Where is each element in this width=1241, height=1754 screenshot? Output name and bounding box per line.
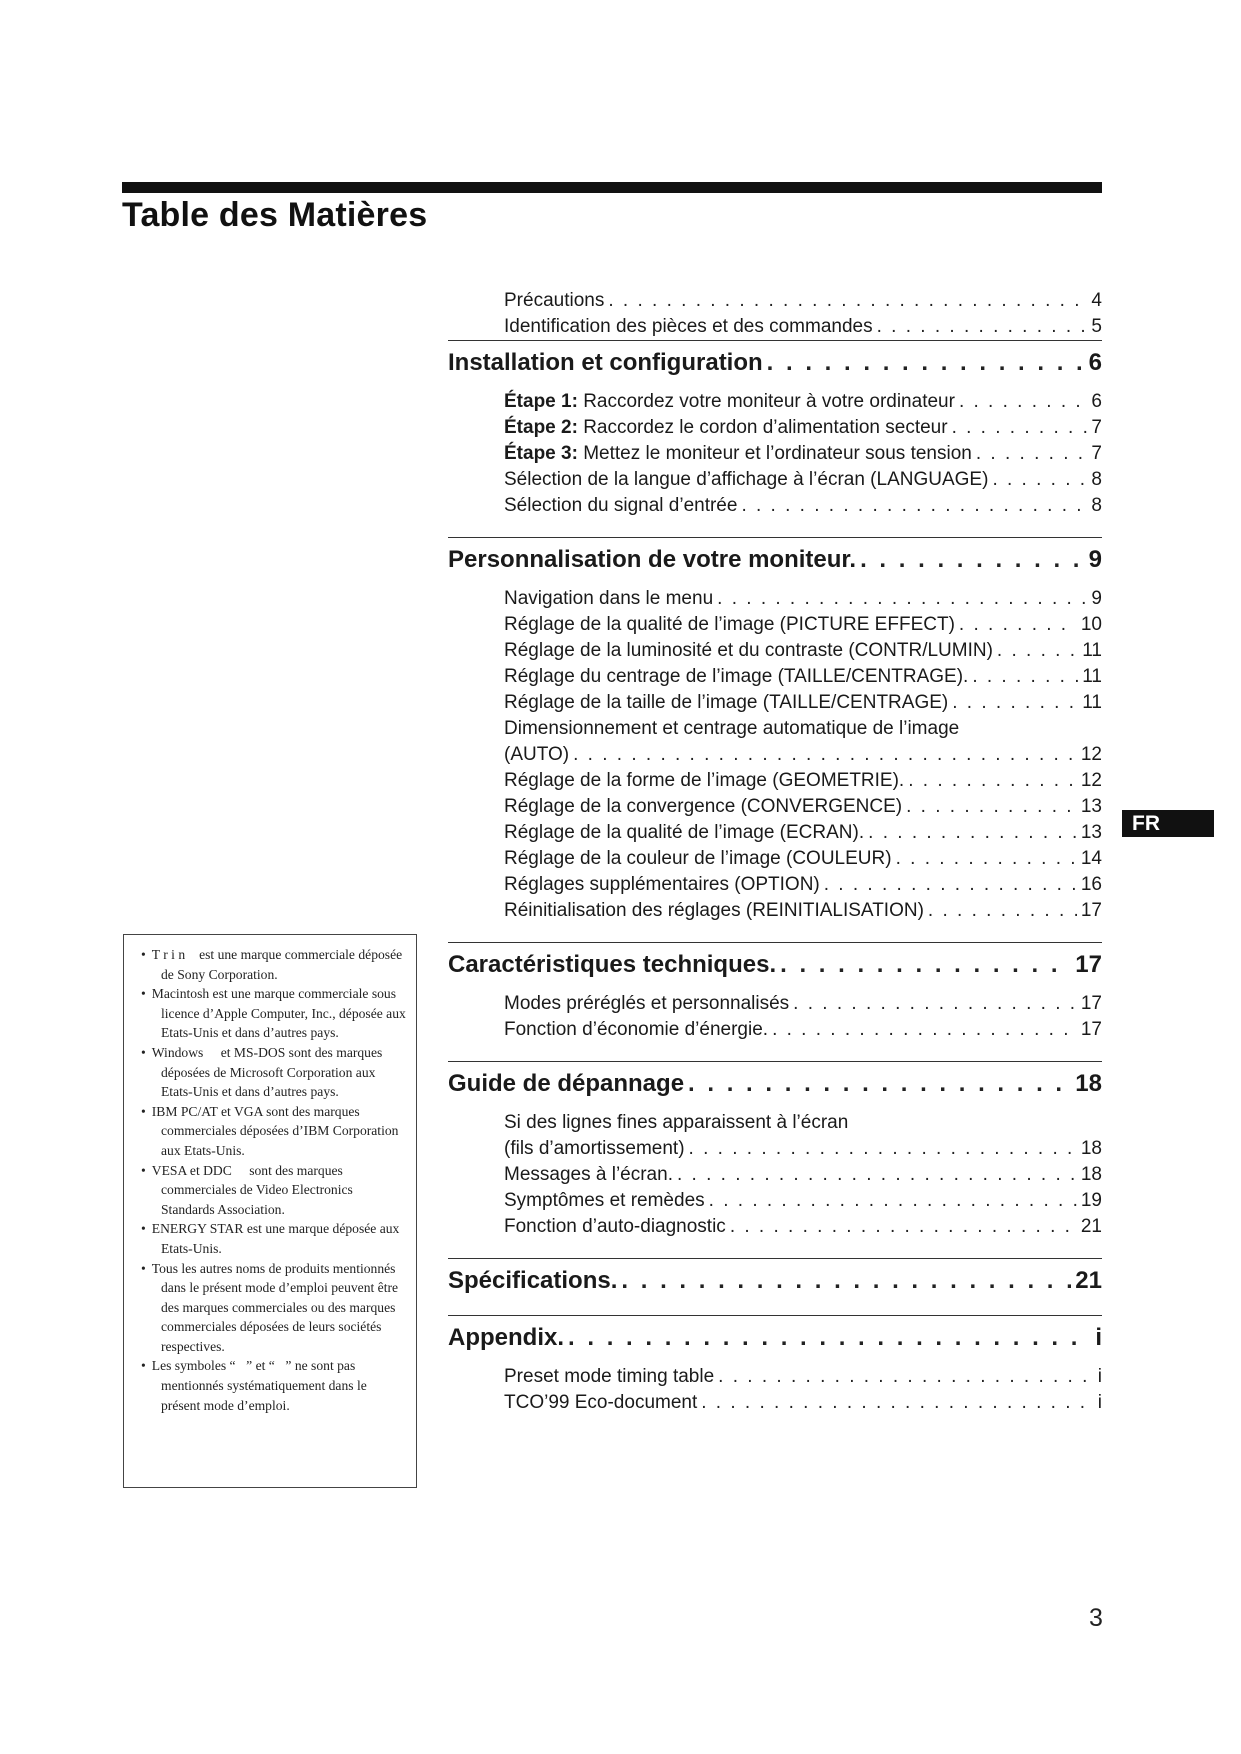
toc-entry-text: Réglage de la qualité de l’image (PICTURE EFFECT) xyxy=(504,614,955,635)
toc-page-number: 8 xyxy=(1091,495,1102,516)
leader-dots xyxy=(793,991,1077,1017)
trademark-item: • Tous les autres noms de produits mentionnés dans le présent mode d’emploi peuvent être des marques commerciales ou des marques commerciales déposées de leurs sociétés respectives. xyxy=(134,1259,406,1357)
section-heading xyxy=(448,942,1102,981)
toc-entry-text: Symptômes et remèdes xyxy=(504,1190,705,1211)
toc-entry xyxy=(504,314,1102,340)
trademark-item: • Macintosh est une marque commerciale sous licence d’Apple Computer, Inc., déposée aux Etats-Unis et dans d’autres pays. xyxy=(134,984,406,1043)
toc-intro xyxy=(448,288,1102,340)
leader-dots xyxy=(717,586,1087,612)
toc-page-number: 18 xyxy=(1080,1138,1102,1159)
toc-entry-label xyxy=(504,288,604,314)
section-heading xyxy=(448,537,1102,576)
toc-sections xyxy=(448,340,1102,1416)
toc-entry-text: TCO’99 Eco-document xyxy=(504,1392,698,1413)
toc-entry xyxy=(504,742,1102,768)
leader-dots xyxy=(573,742,1077,768)
section-heading xyxy=(448,1061,1102,1100)
toc-section xyxy=(448,537,1102,924)
leader-dots xyxy=(952,415,1088,441)
toc-entry xyxy=(504,467,1102,493)
toc-entry-text: Preset mode timing table xyxy=(504,1366,715,1387)
toc-entry-text: Raccordez votre moniteur à votre ordinateur xyxy=(577,391,955,412)
page-number: 3 xyxy=(1089,1604,1103,1632)
leader-dots xyxy=(780,949,1071,981)
toc-entry-text: Raccordez le cordon d’alimentation secteur xyxy=(577,417,948,438)
page-title: Table des Matières xyxy=(122,196,428,234)
toc-page-number: 5 xyxy=(1091,316,1102,337)
leader-dots xyxy=(997,638,1078,664)
toc-page-number: 10 xyxy=(1080,614,1102,635)
toc-entry-text: Réglage de la forme de l’image (GEOMETRIE). xyxy=(504,770,905,791)
toc-entry xyxy=(504,612,1102,638)
trademark-list xyxy=(134,945,406,1415)
leader-dots xyxy=(824,872,1077,898)
trademark-item: • IBM PC/AT et VGA sont des marques commerciales déposées d’IBM Corporation aux Etats-Unis. xyxy=(134,1102,406,1161)
toc-entry-line: Dimensionnement et centrage automatique de l’image xyxy=(504,718,960,739)
section-page-number: 9 xyxy=(1088,546,1102,573)
toc-entry-label xyxy=(504,794,902,820)
toc-entry-text: Réglage de la luminosité et du contraste (CONTR/LUMIN) xyxy=(504,640,993,661)
toc-section xyxy=(448,1258,1102,1297)
toc-entry-label xyxy=(504,493,737,519)
section-title: Personnalisation de votre moniteur. xyxy=(448,546,857,573)
toc-page-number: 7 xyxy=(1091,417,1102,438)
toc-entry xyxy=(504,1017,1102,1043)
toc-entry-label xyxy=(504,846,892,872)
leader-dots xyxy=(718,1364,1094,1390)
toc-page-number: 6 xyxy=(1091,391,1102,412)
section-heading xyxy=(448,1315,1102,1354)
toc-entry-text: Réglage de la couleur de l’image (COULEUR) xyxy=(504,848,892,869)
toc-entry-label xyxy=(504,389,955,415)
toc-entry-label xyxy=(504,441,972,467)
section-page-number: 21 xyxy=(1075,1267,1102,1294)
section-title: Spécifications. xyxy=(448,1267,618,1294)
leader-dots xyxy=(908,768,1077,794)
toc-entry-text: Identification des pièces et des commandes xyxy=(504,316,873,337)
toc-entry-label xyxy=(504,638,993,664)
toc-entry-text: Réinitialisation des réglages (REINITIALISATION) xyxy=(504,900,924,921)
toc-entry xyxy=(504,872,1102,898)
toc-section xyxy=(448,340,1102,519)
section-page-number: i xyxy=(1095,1324,1102,1351)
table-of-contents xyxy=(448,288,1102,1416)
toc-entry-label xyxy=(504,1188,705,1214)
toc-entry-text: Réglage du centrage de l’image (TAILLE/CENTRAGE). xyxy=(504,666,969,687)
toc-entry-label xyxy=(504,991,789,1017)
leader-dots xyxy=(767,347,1085,379)
toc-entry xyxy=(504,441,1102,467)
toc-page-number: 12 xyxy=(1080,744,1102,765)
leader-dots xyxy=(621,1265,1071,1297)
toc-entry-label xyxy=(504,1017,768,1043)
toc-entry-text: Fonction d’auto-diagnostic xyxy=(504,1216,726,1237)
trademark-notice xyxy=(123,934,417,1488)
toc-page-number: 21 xyxy=(1080,1216,1102,1237)
toc-entry xyxy=(504,991,1102,1017)
leader-dots xyxy=(860,544,1085,576)
toc-entry-text: Réglages supplémentaires (OPTION) xyxy=(504,874,820,895)
toc-entry xyxy=(504,389,1102,415)
toc-entry-label xyxy=(504,1364,714,1390)
toc-entry-text: Sélection du signal d’entrée xyxy=(504,495,738,516)
toc-entry-label xyxy=(504,1162,673,1188)
section-title: Installation et configuration xyxy=(448,349,763,376)
toc-entry-label xyxy=(504,742,569,768)
toc-entry-text: Réglage de la taille de l’image (TAILLE/CENTRAGE) xyxy=(504,692,949,713)
leader-dots xyxy=(608,288,1087,314)
trademark-item: • ENERGY STAR est une marque déposée aux Etats-Unis. xyxy=(134,1219,406,1258)
toc-entry-label xyxy=(504,1214,726,1240)
toc-entry-label xyxy=(504,1136,685,1162)
toc-entry-text: Mettez le moniteur et l’ordinateur sous tension xyxy=(577,443,972,464)
toc-entry xyxy=(504,794,1102,820)
toc-page-number: 11 xyxy=(1082,692,1102,713)
toc-entry xyxy=(504,664,1102,690)
toc-entry-label xyxy=(504,820,864,846)
trademark-item: • Les symboles “ ” et “ ” ne sont pas mentionnés systématiquement dans le présent mode d’emploi. xyxy=(134,1356,406,1415)
toc-entry-text: Navigation dans le menu xyxy=(504,588,714,609)
toc-entry xyxy=(504,1214,1102,1240)
trademark-item: • Windows   et MS-DOS sont des marques déposées de Microsoft Corporation aux Etats-Unis et dans d’autres pays. xyxy=(134,1043,406,1102)
leader-dots xyxy=(677,1162,1077,1188)
toc-page-number: 14 xyxy=(1080,848,1102,869)
leader-dots xyxy=(972,664,1078,690)
toc-entry-step: Étape 3: xyxy=(504,443,578,464)
toc-entry-label xyxy=(504,415,948,441)
section-heading xyxy=(448,1258,1102,1297)
leader-dots xyxy=(992,467,1087,493)
toc-entry-text: Réglage de la convergence (CONVERGENCE) xyxy=(504,796,903,817)
toc-page-number: 11 xyxy=(1082,640,1102,661)
toc-entry xyxy=(504,820,1102,846)
leader-dots xyxy=(928,898,1077,924)
toc-entry-label xyxy=(504,1390,697,1416)
leader-dots xyxy=(741,493,1087,519)
toc-entry-text: Précautions xyxy=(504,290,605,311)
toc-page-number: 17 xyxy=(1080,993,1102,1014)
toc-entry xyxy=(504,1162,1102,1188)
toc-entry-label xyxy=(504,467,988,493)
toc-page-number: 12 xyxy=(1080,770,1102,791)
toc-section xyxy=(448,1061,1102,1240)
leader-dots xyxy=(959,612,1077,638)
leader-dots xyxy=(976,441,1088,467)
toc-entry-text: Modes préréglés et personnalisés xyxy=(504,993,790,1014)
section-page-number: 18 xyxy=(1075,1070,1102,1097)
toc-page-number: 17 xyxy=(1080,1019,1102,1040)
toc-page-number: 7 xyxy=(1091,443,1102,464)
leader-dots xyxy=(877,314,1088,340)
leader-dots xyxy=(896,846,1077,872)
toc-page-number: 17 xyxy=(1080,900,1102,921)
section-heading xyxy=(448,340,1102,379)
leader-dots xyxy=(959,389,1087,415)
toc-entry xyxy=(504,846,1102,872)
toc-page-number: 18 xyxy=(1080,1164,1102,1185)
section-title: Guide de dépannage xyxy=(448,1070,685,1097)
toc-entry xyxy=(504,1364,1102,1390)
toc-entry-step: Étape 1: xyxy=(504,391,578,412)
toc-entry-label xyxy=(504,690,948,716)
leader-dots xyxy=(709,1188,1077,1214)
trademark-item: • T r i n  est une marque commerciale déposée de Sony Corporation. xyxy=(134,945,406,984)
leader-dots xyxy=(568,1322,1091,1354)
toc-entry-label xyxy=(504,586,713,612)
toc-entry xyxy=(504,586,1102,612)
section-page-number: 17 xyxy=(1075,951,1102,978)
leader-dots xyxy=(688,1068,1071,1100)
toc-entry-text: Fonction d’économie d’énergie. xyxy=(504,1019,769,1040)
toc-entry xyxy=(504,493,1102,519)
leader-dots xyxy=(868,820,1077,846)
toc-page-number: 9 xyxy=(1091,588,1102,609)
toc-entry xyxy=(504,1390,1102,1416)
section-title: Caractéristiques techniques. xyxy=(448,951,777,978)
toc-page-number: 19 xyxy=(1080,1190,1102,1211)
toc-page-number: 13 xyxy=(1080,822,1102,843)
leader-dots xyxy=(730,1214,1077,1240)
toc-entry-text: (AUTO) xyxy=(504,744,570,765)
toc-page-number: 11 xyxy=(1082,666,1102,687)
toc-section xyxy=(448,1315,1102,1416)
toc-entry xyxy=(504,415,1102,441)
toc-entry xyxy=(504,898,1102,924)
toc-page-number: 4 xyxy=(1091,290,1102,311)
toc-entry-text: (fils d’amortissement) xyxy=(504,1138,685,1159)
toc-entry xyxy=(504,1136,1102,1162)
toc-entry xyxy=(504,638,1102,664)
leader-dots xyxy=(701,1390,1094,1416)
toc-entry-label xyxy=(504,612,955,638)
toc-entry-line: Si des lignes fines apparaissent à l’écran xyxy=(504,1112,849,1133)
toc-entry xyxy=(504,768,1102,794)
toc-entry-text: Réglage de la qualité de l’image (ECRAN). xyxy=(504,822,865,843)
toc-entry-text: Sélection de la langue d’affichage à l’écran (LANGUAGE) xyxy=(504,469,989,490)
toc-entry-label xyxy=(504,898,924,924)
section-title: Appendix. xyxy=(448,1324,565,1351)
title-rule xyxy=(122,182,1102,193)
toc-entry xyxy=(504,690,1102,716)
toc-page-number: i xyxy=(1097,1392,1102,1413)
language-tab: FR xyxy=(1122,810,1214,837)
leader-dots xyxy=(952,690,1078,716)
leader-dots xyxy=(906,794,1077,820)
toc-entry-text: Messages à l’écran. xyxy=(504,1164,673,1185)
section-page-number: 6 xyxy=(1088,349,1102,376)
toc-entry-label xyxy=(504,664,968,690)
leader-dots xyxy=(772,1017,1077,1043)
toc-entry xyxy=(504,288,1102,314)
toc-entry-label xyxy=(504,872,820,898)
toc-entry-label xyxy=(504,768,904,794)
toc-page-number: 13 xyxy=(1080,796,1102,817)
toc-page-number: 8 xyxy=(1091,469,1102,490)
toc-page-number: 16 xyxy=(1080,874,1102,895)
trademark-item: • VESA et DDC   sont des marques commerciales de Video Electronics Standards Association. xyxy=(134,1161,406,1220)
toc-entry xyxy=(504,1188,1102,1214)
toc-page-number: i xyxy=(1097,1366,1102,1387)
toc-entry-step: Étape 2: xyxy=(504,417,578,438)
toc-section xyxy=(448,942,1102,1043)
leader-dots xyxy=(689,1136,1077,1162)
toc-entry-label xyxy=(504,314,873,340)
